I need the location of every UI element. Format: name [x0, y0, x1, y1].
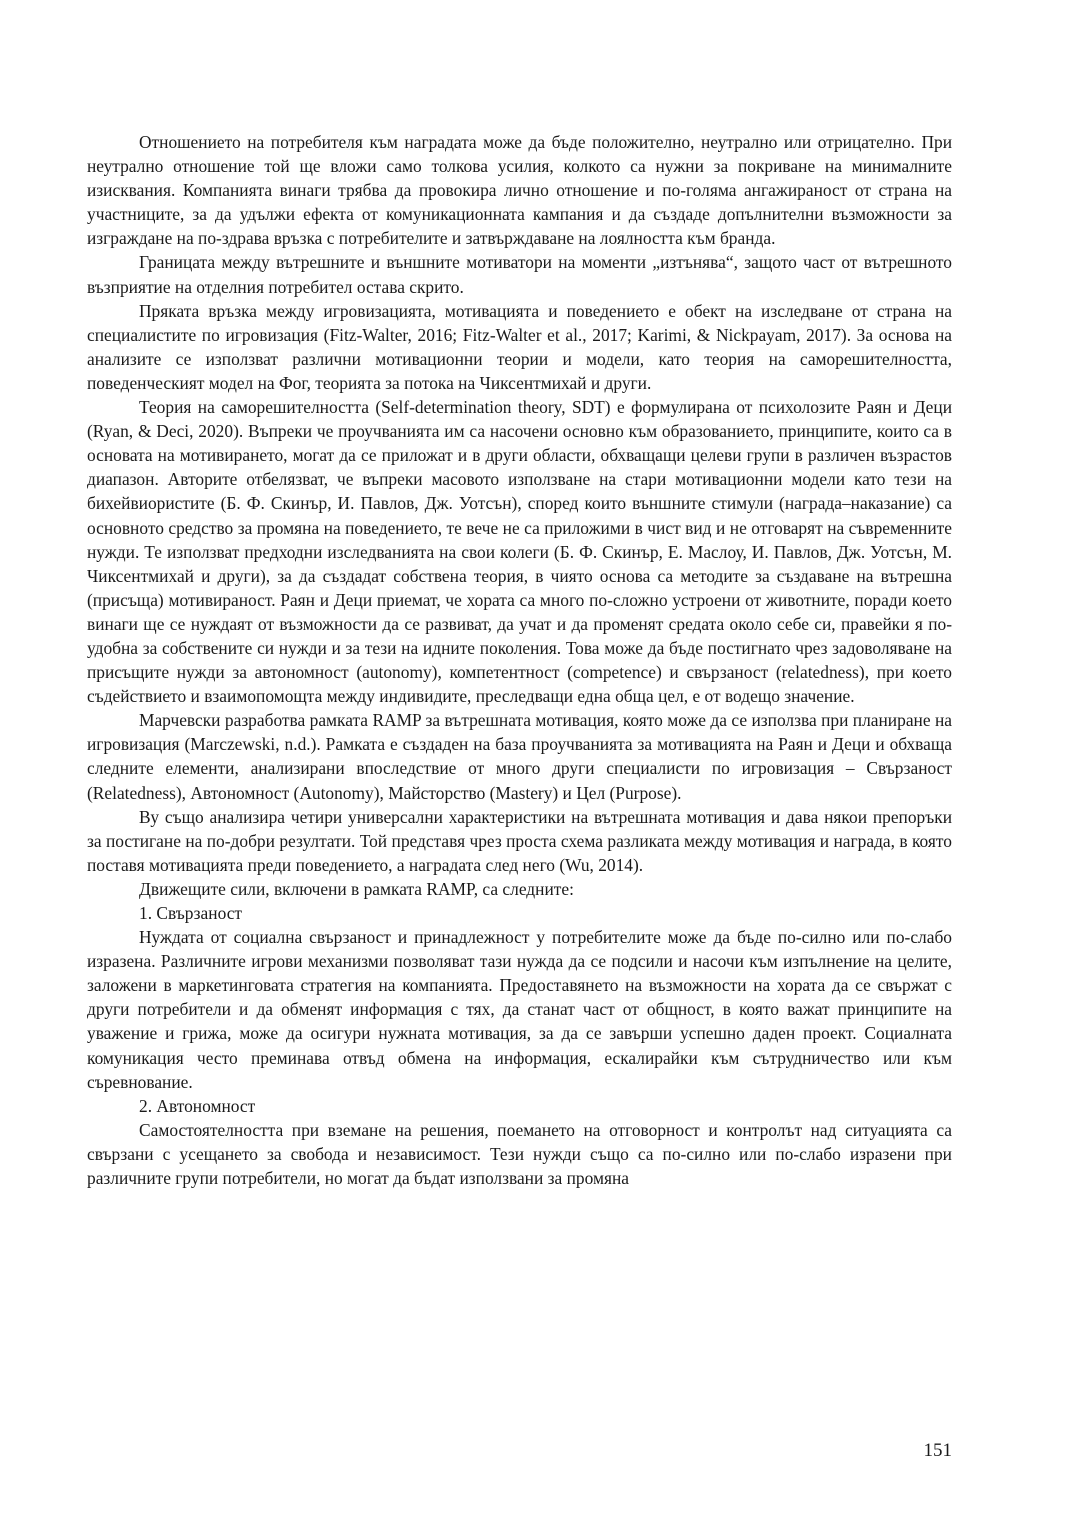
- paragraph-reward-attitude: Отношението на потребителя към наградата може да бъде положително, неутрално или отрицателно. При неутрално отношение той ще вложи само толкова усилия, колкото са нужни за покриване на минималните изисквания. Компанията винаги трябва да провокира лично отношение и по-голяма ангажираност от страна на участниците, за да удължи ефекта от комуникационната кампания и да създаде допълнителни възможности за изграждане на по-здрава връзка с потребителите и затвърждаване на лоялността към бранда.: [87, 132, 952, 249]
- page-body: [87, 130, 952, 1190]
- heading-relatedness: 1. Свързаност: [139, 903, 243, 923]
- paragraph-gamification-research: Пряката връзка между игровизацията, мотивацията и поведението е обект на изследване от страна на специалистите по игровизация (Fitz-Walter, 2016; Fitz-Walter et al., 2017; Karimi, & Nickpayam, 2017). За основа на анализите се използват различни мотивационни теории и модели, като теория на саморешителността, поведенческият модел на Фог, теорията за потока на Чиксентмихай и други.: [87, 300, 952, 393]
- paragraph-motivator-boundary: Границата между вътрешните и външните мотиватори на моменти „изтънява“, защото част от вътрешното възприятие на отделния потребител остава скрито.: [87, 252, 952, 297]
- paragraph-relatedness: Нуждата от социална свързаност и принадлежност у потребителите може да бъде по-силно или по-слабо изразена. Различните игрови механизми позволяват тази нужда да се подсили и насочи към изпълнение на целите, заложени в маркетинговата стратегия на компанията. Предоставянето на възможности на хората да се свържат с други потребители и да обменят информация с тях, да станат част от общност, в която важат принципите на уважение и грижа, може да осигури нужната мотивация, за да се завърши успешно даден проект. Социалната комуникация често преминава отвъд обмена на информация, ескалирайки към сътрудничество или към съревнование.: [87, 927, 952, 1092]
- page-number: 151: [923, 1440, 952, 1461]
- paragraph-ramp-framework: Марчевски разработва рамката RAMP за вътрешната мотивация, която може да се използва при планиране на игровизация (Marczewski, n.d.). Рамката е създаден на база проучванията за мотивацията на Раян и Деци и обхваща следните елементи, анализирани впоследствие от много други специалисти по игровизация – Свързаност (Relatedness), Автономност (Autonomy), Майсторство (Mastery) и Цел (Purpose).: [87, 710, 952, 803]
- heading-autonomy: 2. Автономност: [139, 1095, 256, 1116]
- paragraph-ramp-forces-intro: Движещите сили, включени в рамката RAMP, са следните:: [139, 878, 574, 899]
- paragraph-wu-analysis: Ву също анализира четири универсални характеристики на вътрешната мотивация и дава някои препоръки за постигане на по-добри резултати. Той представя чрез проста схема разликата между мотивация и награда, в която поставя мотивацията преди поведението, а наградата след него (Wu, 2014).: [87, 806, 952, 875]
- paragraph-self-determination-theory: Теория на саморешителността (Self-determination theory, SDT) е формулирана от психолозите Раян и Деци (Ryan, & Deci, 2020). Въпреки че проучванията им са насочени основно към образованието, принципите, които са в основата на мотивирането, могат да се приложат и в други области, обхващащи целеви групи в различен възрастов диапазон. Авторите отбелязват, че въпреки масовото използване на стари мотивационни модели като тези на бихейвиористите (Б. Ф. Скинър, И. Павлов, Дж. Уотсън), според които външните стимули (награда–наказание) са основното средство за промяна на поведението, те вече не са приложими в чист вид и не отговарят на съвременните нужди. Те използват предходни изследванията на свои колеги (Б. Ф. Скинър, Е. Маслоу, И. Павлов, Дж. Уотсън, М. Чиксентмихай и други), за да създадат собствена теория, в чиято основа са методите за създаване на вътрешна (присъща) мотивираност. Раян и Деци приемат, че хората са много по-сложно устроени от животните, поради което винаги ще се нуждаят от възможности да се развиват, да учат и да променят средата около себе си, правейки я по-удобна за собствените си нужди и за тези на идните поколения. Това може да бъде постигнато чрез задоволяване на присъщите нужди за автономност (autonomy), компетентност (competence) и свързаност (relatedness), при което съдействието и взаимопомощта между индивидите, преследващи една обща цел, е от водещо значение.: [87, 397, 952, 707]
- paragraph-autonomy: Самостоятелността при вземане на решения, поемането на отговорност и контролът над ситуацията са свързани с усещането за свобода и независимост. Тези нужди също са по-силно или по-слабо изразени при различните групи потребители, но могат да бъдат използвани за промяна: [87, 1119, 952, 1189]
